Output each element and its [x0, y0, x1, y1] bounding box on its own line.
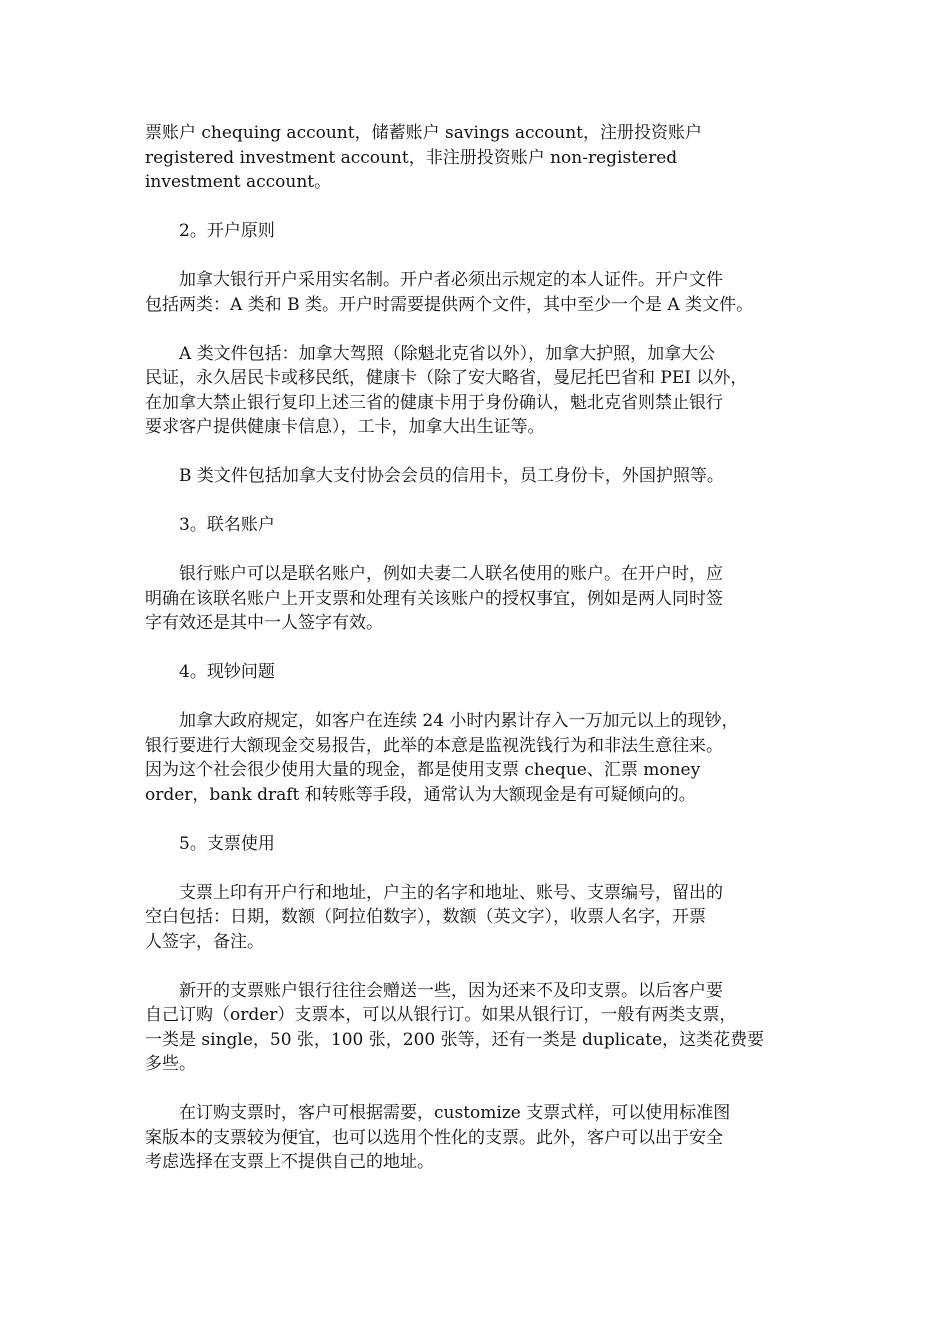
section-4-heading: 4。现钞问题: [179, 662, 275, 682]
section-2-paragraph-2: A 类文件包括：加拿大驾照（除魁北克省以外），加拿大护照，加拿大公 民证，永久居民卡或移民纸，健康卡（除了安大略省，曼尼托巴省和 PEI 以外， 在加拿大禁止银行复印上述三省的健康卡用于身份确认，魁北克省则禁止银行 要求客户提供健康卡信息），工卡，加拿大出生证等。: [145, 343, 748, 437]
intro-paragraph: 票账户 chequing account，储蓄账户 savings account，注册投资账户 registered investment account，非注册投资账户 non-registered investment account。: [145, 123, 702, 192]
section-5-paragraph-3: 在订购支票时，客户可根据需要，customize 支票式样，可以使用标准图 案版本的支票较为便宜，也可以选用个性化的支票。此外，客户可以出于安全 考虑选择在支票上不提供自己的地址。: [145, 1103, 731, 1172]
section-2-paragraph-1: 加拿大银行开户采用实名制。开户者必须出示规定的本人证件。开户文件 包括两类：A 类和 B 类。开户时需要提供两个文件，其中至少一个是 A 类文件。: [145, 270, 754, 315]
section-5-paragraph-1: 支票上印有开户行和地址，户主的名字和地址、账号、支票编号，留出的 空白包括：日期，数额（阿拉伯数字），数额（英文字），收票人名字，开票 人签字，备注。: [145, 882, 723, 952]
section-2-heading: 2。开户原则: [179, 221, 275, 241]
section-3-heading: 3。联名账户: [179, 515, 275, 535]
section-5-heading: 5。支票使用: [179, 833, 275, 854]
section-3-paragraph: 银行账户可以是联名账户，例如夫妻二人联名使用的账户。在开户时，应 明确在该联名账户上开支票和处理有关该账户的授权事宜，例如是两人同时签 字有效还是其中一人签字有效。: [145, 564, 723, 633]
section-2-paragraph-3: B 类文件包括加拿大支付协会会员的信用卡，员工身份卡，外国护照等。: [179, 466, 724, 486]
section-5-paragraph-2: 新开的支票账户银行往往会赠送一些，因为还来不及印支票。以后客户要 自己订购（order）支票本，可以从银行订。如果从银行订，一般有两类支票， 一类是 single，50 张，100 张，200 张等，还有一类是 duplicate，这类花费要 多些。: [145, 980, 765, 1074]
document-body: [145, 121, 809, 1199]
section-4-paragraph: 加拿大政府规定，如客户在连续 24 小时内累计存入一万加元以上的现钞， 银行要进行大额现金交易报告，此举的本意是监视洗钱行为和非法生意往来。 因为这个社会很少使用大量的现金，都是使用支票 cheque、汇票 money order，bank draft 和转账等手段，通常认为大额现金是有可疑倾向的。: [145, 711, 739, 805]
